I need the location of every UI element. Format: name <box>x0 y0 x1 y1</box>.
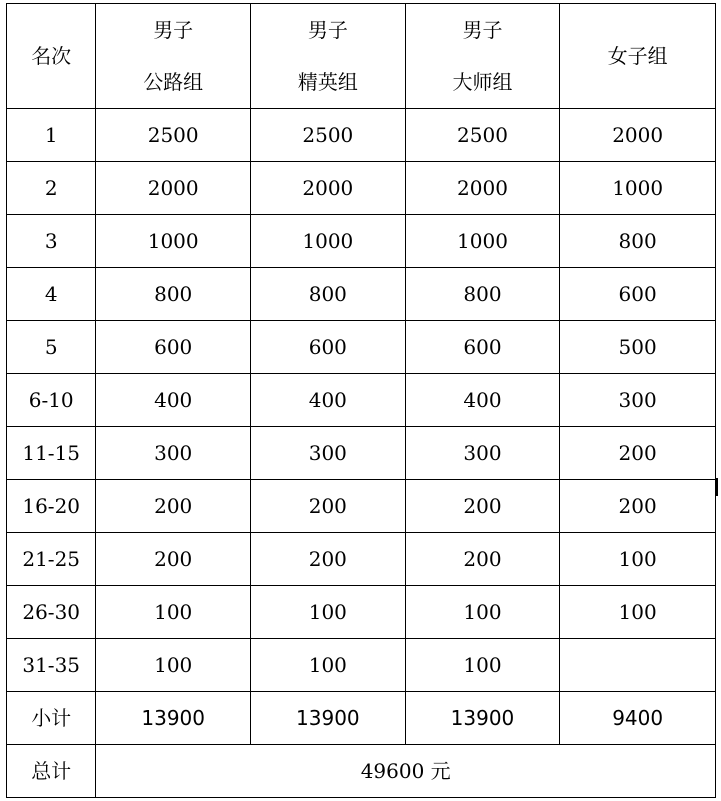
value-cell: 2500 <box>251 109 406 162</box>
rank-cell: 1 <box>7 109 96 162</box>
header-line: 男子 <box>153 18 194 42</box>
value-cell: 100 <box>251 586 406 639</box>
value-cell: 200 <box>251 533 406 586</box>
value-cell: 100 <box>560 533 716 586</box>
subtotal-value: 13900 <box>96 692 251 745</box>
header-rank: 名次 <box>7 4 96 109</box>
rank-cell: 26-30 <box>7 586 96 639</box>
value-cell: 300 <box>251 427 406 480</box>
table-row <box>7 268 716 321</box>
text-cursor <box>716 478 718 496</box>
value-cell: 300 <box>405 427 560 480</box>
value-cell: 300 <box>96 427 251 480</box>
rank-cell: 16-20 <box>7 480 96 533</box>
header-men-elite <box>251 4 406 109</box>
value-cell: 200 <box>405 533 560 586</box>
table-row <box>7 639 716 692</box>
table-row <box>7 533 716 586</box>
value-cell: 400 <box>96 374 251 427</box>
header-men-road <box>96 4 251 109</box>
value-cell: 100 <box>405 586 560 639</box>
subtotal-value: 13900 <box>405 692 560 745</box>
rank-cell: 21-25 <box>7 533 96 586</box>
table-row <box>7 586 716 639</box>
rank-cell: 2 <box>7 162 96 215</box>
value-cell: 100 <box>405 639 560 692</box>
value-cell: 1000 <box>96 215 251 268</box>
table-row <box>7 162 716 215</box>
table-row <box>7 427 716 480</box>
rank-cell: 31-35 <box>7 639 96 692</box>
value-cell: 800 <box>405 268 560 321</box>
subtotal-value: 13900 <box>251 692 406 745</box>
value-cell: 400 <box>405 374 560 427</box>
prize-table <box>6 3 716 798</box>
total-value: 49600 元 <box>96 745 716 798</box>
rank-cell: 6-10 <box>7 374 96 427</box>
table-row <box>7 480 716 533</box>
value-cell: 100 <box>560 586 716 639</box>
rank-cell: 3 <box>7 215 96 268</box>
value-cell: 800 <box>560 215 716 268</box>
value-cell: 300 <box>560 374 716 427</box>
value-cell: 500 <box>560 321 716 374</box>
value-cell: 600 <box>405 321 560 374</box>
value-cell: 100 <box>96 586 251 639</box>
value-cell: 100 <box>251 639 406 692</box>
subtotal-row <box>7 692 716 745</box>
header-line: 男子 <box>307 18 348 42</box>
header-line: 男子 <box>462 18 503 42</box>
header-women: 女子组 <box>560 4 716 109</box>
value-cell: 2500 <box>405 109 560 162</box>
header-line: 大师组 <box>452 70 513 94</box>
value-cell: 2500 <box>96 109 251 162</box>
header-line: 公路组 <box>143 70 204 94</box>
value-cell: 2000 <box>560 109 716 162</box>
value-cell: 2000 <box>405 162 560 215</box>
value-cell: 200 <box>96 480 251 533</box>
value-cell: 1000 <box>560 162 716 215</box>
value-cell: 2000 <box>96 162 251 215</box>
value-cell: 2000 <box>251 162 406 215</box>
table-row <box>7 215 716 268</box>
value-cell: 200 <box>405 480 560 533</box>
table-row <box>7 321 716 374</box>
value-cell <box>560 639 716 692</box>
total-row <box>7 745 716 798</box>
value-cell: 200 <box>560 480 716 533</box>
value-cell: 600 <box>96 321 251 374</box>
header-men-master <box>405 4 560 109</box>
value-cell: 800 <box>96 268 251 321</box>
table-row <box>7 374 716 427</box>
value-cell: 400 <box>251 374 406 427</box>
value-cell: 200 <box>96 533 251 586</box>
value-cell: 200 <box>560 427 716 480</box>
rank-cell: 5 <box>7 321 96 374</box>
value-cell: 1000 <box>251 215 406 268</box>
subtotal-label: 小计 <box>7 692 96 745</box>
header-line: 精英组 <box>297 70 358 94</box>
rank-cell: 4 <box>7 268 96 321</box>
total-label: 总计 <box>7 745 96 798</box>
rank-cell: 11-15 <box>7 427 96 480</box>
header-row <box>7 4 716 109</box>
value-cell: 1000 <box>405 215 560 268</box>
subtotal-value: 9400 <box>560 692 716 745</box>
value-cell: 600 <box>560 268 716 321</box>
value-cell: 800 <box>251 268 406 321</box>
table-row <box>7 109 716 162</box>
value-cell: 600 <box>251 321 406 374</box>
value-cell: 200 <box>251 480 406 533</box>
value-cell: 100 <box>96 639 251 692</box>
